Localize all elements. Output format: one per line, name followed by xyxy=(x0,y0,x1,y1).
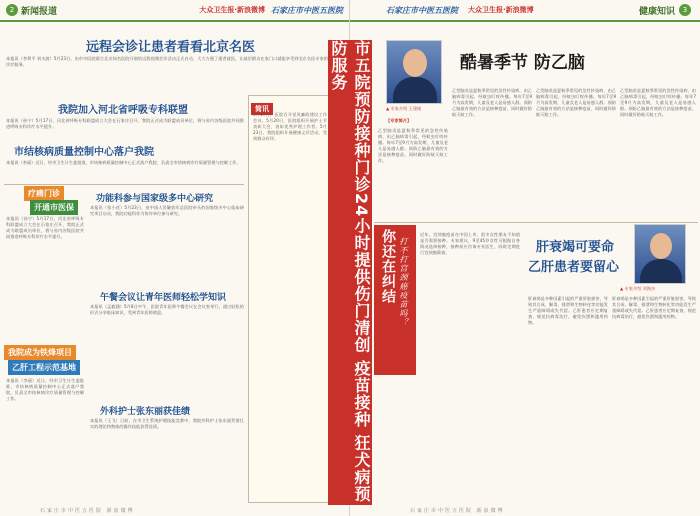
divider xyxy=(4,184,244,185)
section-title: 新闻报道 xyxy=(21,6,58,17)
divider xyxy=(374,222,698,223)
footer: 石家庄市中医五医院 新浪微博 xyxy=(410,508,505,514)
article-text: 乙型脑炎是夏秋季常见的急性传染病，由乙脑病毒引起，经蚊虫叮咬传播。每年7至9月为高发期，儿童及老人是易感人群。预防乙脑最有效的方法是接种疫苗，同时做好防蚊灭蚊工作。 xyxy=(536,88,616,117)
headline-respiratory: 我院加入河北省呼吸专科联盟 xyxy=(58,105,188,116)
section-title: 健康知识 xyxy=(638,6,675,17)
article-text: 肝衰竭是多种因素引起的严重肝脏损害，导致其合成、解毒、排泄和生物转化等功能发生严重障碍或失代偿。乙肝患者应定期复查，规范抗病毒治疗，避免饮酒和滥用药物。 xyxy=(528,296,608,325)
article-text: 本报讯（孙宁）5月17日，河北省呼吸专科联盟成立大会在石家庄召开，我院正式成为联盟成员单位，将与省内各级医院共同推进呼吸专科诊疗水平提升。 xyxy=(6,118,244,129)
page-number: 3 xyxy=(679,4,691,16)
news-brief-text: 5月17日，医院召开党风廉政建设工作会议。5月20日，医院组织开展护士节表彰大会，表彰优秀护理工作者。5月23日，我院组织开展健康义诊活动，受到群众好评。 xyxy=(253,112,327,141)
face-shape xyxy=(403,49,427,77)
news-brief-title: 简讯 xyxy=(251,103,273,115)
headline-tb-center: 市结核病质量控制中心落户我院 xyxy=(14,147,154,158)
headline-lunch-meeting: 午餐会议让青年医师轻松学知识 xyxy=(100,293,227,303)
article-text: 肝衰竭是多种因素引起的严重肝脏损害，导致其合成、解毒、排泄和生物转化等功能发生严重障碍或失代偿。乙肝患者应定期复查，规范抗病毒治疗，避免饮酒和滥用药物。 xyxy=(612,296,696,319)
headline-multicenter: 功能科参与国家级多中心研究 xyxy=(96,194,214,204)
face-shape xyxy=(650,233,672,259)
paper-name: 大众卫生报·新浪微博 xyxy=(468,6,534,14)
label-tiefeng: 我院成为铁烽项目 xyxy=(4,345,76,360)
headline-nurse: 外科护士张东丽获佳绩 xyxy=(100,407,191,417)
article-text: 本报讯（李丽）近日，经市卫生计生委批准，市结核病质量控制中心正式落户我院，负责全市结核病诊疗质量管理与控制工作。 xyxy=(6,160,241,165)
article-text: 本报讯（李利平 刘水波）5月23日，由市中医院联合北京知名医院开展的远程视频会诊活动正式启动，大大方便了患者就医，让基层群众在家门口就能享受到北京名医专家的诊疗服务。 xyxy=(6,56,328,67)
expert-intro-label: 【专家简介】 xyxy=(386,118,412,123)
vaccination-banner: 市五院预防接种门诊24小时提供伤门清创 疫苗接种 狂犬病预防服务 xyxy=(328,40,372,505)
body-shape xyxy=(640,259,682,284)
article-text: 近年，宫颈癌疫苗在中国上市，很多女性朋友不知道是否需要接种。专家建议，9至45岁女性可根据自身情况选择接种，接种前应咨询专业医生，同时定期进行宫颈癌筛查。 xyxy=(420,232,520,255)
footer: 石家庄市中医五医院 新浪微博 xyxy=(40,508,135,514)
left-header xyxy=(0,0,349,22)
article-text: 本报讯（李丽）近日，经市卫生计生委批准，市结核病质量控制中心正式落户我院，负责全市结核病诊疗质量管理与控制工作。 xyxy=(6,378,84,401)
article-title-liver-l1: 肝衰竭可要命 xyxy=(536,240,615,255)
article-text: 本报讯（王飞）日前，在市卫生系统护理技能竞赛中，我院外科护士张东丽凭借扎实的理论和熟练的操作技能获得佳绩。 xyxy=(90,418,244,429)
article-text: 本报讯（孟毅涵）5月8日中午，医院青年医师午餐会议在会议室举行，通过轻松的形式分享临床知识，受到青年医师欢迎。 xyxy=(90,304,244,315)
article-text: 乙型脑炎是夏秋季常见的急性传染病，由乙脑病毒引起，经蚊虫叮咬传播。每年7至9月为高发期，儿童及老人是易感人群。预防乙脑最有效的方法是接种疫苗，同时做好防蚊灭蚊工作。 xyxy=(620,88,696,117)
page-number: 2 xyxy=(6,4,18,16)
paper-name: 大众卫生报·新浪微博 xyxy=(199,6,265,14)
right-header xyxy=(350,0,700,22)
doctor-photo xyxy=(634,224,686,284)
label-pain-clinic: 疗痛门诊 xyxy=(24,186,64,201)
article-text: 本报讯（张小花）5月23日，由中国人民解放军总医院牵头的国家级多中心临床研究项目启动，我院功能科作为协作单位参与研究。 xyxy=(90,205,244,216)
article-title-liver-l2: 乙肝患者要留心 xyxy=(528,260,620,275)
article-text: 本报讯（孙宁）5月17日，河北省呼吸专科联盟成立大会在石家庄召开，我院正式成为联盟成员单位，将与省内各级医院共同推进呼吸专科诊疗水平提升。 xyxy=(6,216,84,239)
masthead: 石家庄市中医五医院 xyxy=(271,5,343,15)
label-medical-insurance: 开通市医保 xyxy=(30,200,78,215)
hpv-card-main-text: 你还在纠结 xyxy=(380,229,396,304)
article-text: 乙型脑炎是夏秋季常见的急性传染病，由乙脑病毒引起，经蚊虫叮咬传播。每年7至9月为高发期，儿童及老人是易感人群。预防乙脑最有效的方法是接种疫苗，同时做好防蚊灭蚊工作。 xyxy=(452,88,532,117)
body-shape xyxy=(393,77,437,104)
label-hepatitis-base: 乙肝工程示范基地 xyxy=(8,360,80,375)
hpv-vaccine-card xyxy=(374,225,416,375)
headline-remote-consult: 远程会诊让患者看看北京名医 xyxy=(86,40,256,55)
expert-caption: ▲ 专家介绍 王建刚 xyxy=(386,106,422,111)
expert-caption: ▲ 专家介绍 刘海杰 xyxy=(620,286,656,291)
article-text: 乙型脑炎是夏秋季常见的急性传染病，由乙脑病毒引起，经蚊虫叮咬传播。每年7至9月为高发期，儿童及老人是易感人群。预防乙脑最有效的方法是接种疫苗，同时做好防蚊灭蚊工作。 xyxy=(378,128,448,163)
hpv-card-sub-text: 打不打宫颈癌疫苗吗？ xyxy=(399,237,408,327)
masthead: 石家庄市中医五医院 xyxy=(386,5,458,15)
doctor-photo xyxy=(386,40,442,104)
article-title-encephalitis: 酷暑季节 防乙脑 xyxy=(460,53,585,73)
